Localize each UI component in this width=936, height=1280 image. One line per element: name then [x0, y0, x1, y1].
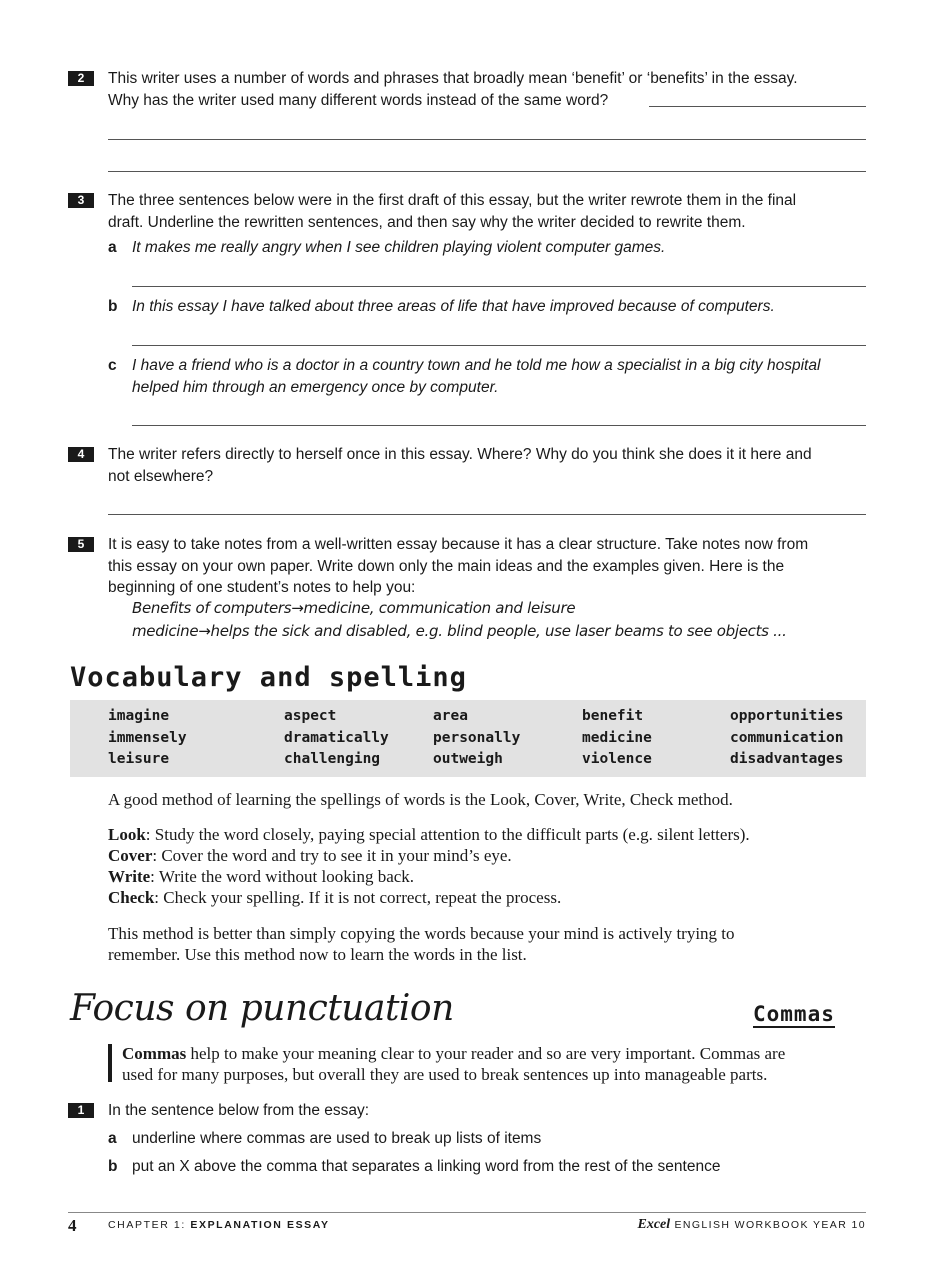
sub-question-a: a underline where commas are used to break up lists of items	[108, 1130, 542, 1147]
question-number: 1	[68, 1103, 94, 1118]
brand-logo: Excel	[637, 1217, 671, 1232]
word: dramatically	[284, 729, 389, 746]
answer-line[interactable]	[132, 425, 866, 426]
word: challenging	[284, 751, 381, 767]
sub-question-c: c I have a friend who is a doctor in a country town and he told me how a specialist in a big city hospital helped him through an emergency once by computer.	[108, 357, 821, 396]
word: immensely	[108, 729, 187, 746]
question-2	[68, 68, 866, 111]
word-column	[433, 706, 520, 771]
word: aspect	[284, 708, 337, 724]
word: personally	[433, 729, 521, 746]
question-number: 4	[68, 447, 94, 462]
question-text: It is easy to take notes from a well-written essay because it has a clear structure. Take notes now from this essay on your own paper. Write down only the main ideas and the examples given. Here is the beginning of one student’s notes to help you:	[108, 536, 809, 596]
sub-question-b: b put an X above the comma that separates a linking word from the rest of the sentence	[108, 1158, 721, 1175]
vocab-intro: A good method of learning the spellings of words is the Look, Cover, Write, Check method.	[108, 790, 733, 809]
answer-line[interactable]	[108, 514, 866, 515]
question-text: The three sentences below were in the first draft of this essay, but the writer rewrote them in the final draft. Underline the rewritten sentences, and then say why the writer decided to rewrite them.	[108, 192, 797, 231]
question-text: This writer uses a number of words and phrases that broadly mean ‘benefit’ or ‘benefits’ in the essay. Why has the writer used many different words instead of the same word?	[108, 70, 798, 109]
question-number: 2	[68, 71, 94, 86]
word: disadvantages	[730, 751, 844, 767]
word: area	[433, 708, 468, 724]
sub-question-a: a It makes me really angry when I see children playing violent computer games.	[108, 239, 666, 256]
word: medicine	[582, 729, 652, 746]
question-3	[68, 190, 866, 233]
word: benefit	[582, 708, 644, 724]
word: communication	[730, 729, 844, 746]
word: leisure	[108, 751, 170, 767]
chapter-label: CHAPTER 1: EXPLANATION ESSAY	[108, 1219, 330, 1231]
question-number: 5	[68, 537, 94, 552]
question-text: In the sentence below from the essay:	[108, 1102, 370, 1119]
answer-line[interactable]	[108, 139, 866, 140]
word-list-box	[70, 700, 866, 777]
question-number: 3	[68, 193, 94, 208]
question-text: The writer refers directly to herself once in this essay. Where? Why do you think she does it it here and not elsewhere?	[108, 446, 812, 485]
student-notes-line: medicine→helps the sick and disabled, e.g. blind people, use laser beams to see objects ...	[132, 622, 787, 640]
sub-question-b: b In this essay I have talked about three areas of life that have improved because of computers.	[108, 298, 775, 315]
footer-rule	[68, 1212, 866, 1213]
punctuation-question-1	[68, 1100, 866, 1122]
student-notes-line: Benefits of computers→medicine, communication and leisure	[132, 599, 576, 617]
question-4	[68, 444, 866, 487]
focus-heading: Focus on punctuation	[70, 988, 454, 1029]
word: opportunities	[730, 708, 844, 724]
answer-line[interactable]	[108, 171, 866, 172]
question-5	[68, 534, 866, 599]
answer-line[interactable]	[132, 345, 866, 346]
word: imagine	[108, 708, 170, 724]
callout-bar	[108, 1044, 112, 1082]
method-steps	[108, 824, 866, 908]
page-number: 4	[68, 1216, 77, 1235]
workbook-title: Excel ENGLISH WORKBOOK YEAR 10	[637, 1217, 866, 1232]
answer-line[interactable]	[649, 106, 866, 107]
word-column	[582, 706, 652, 771]
word: violence	[582, 751, 652, 767]
vocab-outro: This method is better than simply copying the words because your mind is actively trying to remember. Use this method now to learn the words in the list.	[108, 924, 735, 964]
word-column	[108, 706, 187, 771]
word: outweigh	[433, 751, 503, 767]
word-column	[284, 706, 389, 771]
word-column	[730, 706, 844, 771]
vocabulary-heading: Vocabulary and spelling	[70, 662, 467, 693]
step-cover: Cover: Cover the word and try to see it in your mind’s eye.	[108, 846, 512, 865]
step-write: Write: Write the word without looking back.	[108, 867, 415, 886]
answer-line[interactable]	[132, 286, 866, 287]
step-look: Look: Study the word closely, paying special attention to the difficult parts (e.g. silent letters).	[108, 825, 750, 844]
step-check: Check: Check your spelling. If it is not correct, repeat the process.	[108, 888, 562, 907]
topic-title: Commas	[753, 1002, 835, 1026]
callout-text: Commas help to make your meaning clear to your reader and so are very important. Commas are used for many purposes, but overall they are used to break sentences up into manageable parts.	[122, 1044, 786, 1084]
